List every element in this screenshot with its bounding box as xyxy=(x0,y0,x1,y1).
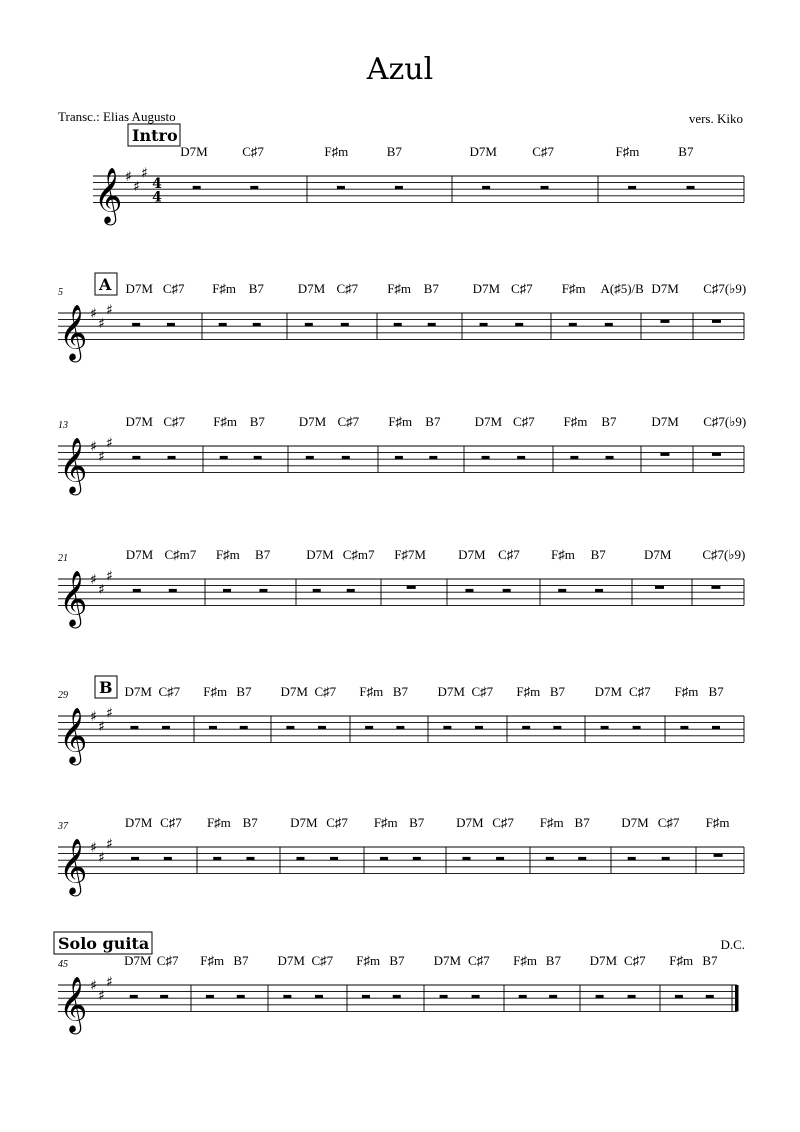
staff-system xyxy=(93,124,744,225)
chord-symbol: C♯7 xyxy=(162,281,185,296)
half-rest xyxy=(519,995,527,998)
chord-symbol: D7M xyxy=(124,953,152,968)
sharp-icon: ♯ xyxy=(90,572,97,588)
chord-symbol: D7M xyxy=(280,684,308,699)
half-rest xyxy=(305,323,313,326)
half-rest xyxy=(133,589,141,592)
treble-clef-icon: 𝄞 xyxy=(59,437,88,494)
sharp-icon: ♯ xyxy=(106,974,113,991)
whole-rest xyxy=(655,586,664,589)
sharp-icon: ♯ xyxy=(90,306,97,322)
rehearsal-mark-label: A xyxy=(99,275,112,294)
chord-symbol: D7M xyxy=(651,414,679,429)
chord-symbol: C♯7 xyxy=(158,684,181,699)
chord-symbol: C♯7 xyxy=(156,953,179,968)
chord-symbol: C♯7 xyxy=(512,414,535,429)
treble-clef-icon: 𝄞 xyxy=(59,570,88,627)
chord-symbol: C♯7 xyxy=(532,144,554,159)
chord-symbol: D7M xyxy=(589,953,618,968)
chord-symbol: C♯7 xyxy=(657,815,680,830)
half-rest xyxy=(440,995,448,998)
chord-symbol: C♯7 xyxy=(468,953,490,968)
chord-symbol: C♯7 xyxy=(498,547,520,562)
chord-symbol: D7M xyxy=(125,547,154,562)
chord-symbol: D7M xyxy=(180,144,208,159)
staff-system xyxy=(58,414,746,495)
chord-symbol: B7 xyxy=(545,953,561,968)
chord-symbol: F♯m xyxy=(388,414,413,429)
half-rest xyxy=(541,186,549,189)
chord-symbol: F♯m xyxy=(539,815,564,830)
chord-symbol: F♯m xyxy=(669,953,694,968)
half-rest xyxy=(601,726,609,729)
rehearsal-mark-label: B xyxy=(99,678,113,697)
half-rest xyxy=(570,456,578,459)
half-rest xyxy=(606,456,614,459)
sharp-icon: ♯ xyxy=(106,836,113,853)
half-rest xyxy=(628,186,636,189)
staff-system xyxy=(58,273,746,362)
chord-symbol: D7M xyxy=(297,281,326,296)
half-rest xyxy=(393,995,401,998)
rehearsal-mark-label: Intro xyxy=(132,126,178,145)
half-rest xyxy=(413,857,421,860)
chord-symbol: B7 xyxy=(423,281,439,296)
final-barline xyxy=(735,985,739,1011)
half-rest xyxy=(480,323,488,326)
chord-symbol: B7 xyxy=(392,684,409,699)
chord-symbol: F♯m xyxy=(513,953,537,968)
chord-symbol: C♯7 xyxy=(160,815,182,830)
chord-symbol: B7 xyxy=(425,414,441,429)
whole-rest xyxy=(712,453,721,456)
chord-symbol: D7M xyxy=(458,547,486,562)
chord-symbol: C♯7 xyxy=(242,144,264,159)
rehearsal-mark-label: Solo guita xyxy=(58,934,150,953)
half-rest xyxy=(380,857,388,860)
chord-symbol: D7M xyxy=(594,684,623,699)
chord-symbol: F♯m xyxy=(516,684,541,699)
sharp-icon: ♯ xyxy=(125,169,132,185)
half-rest xyxy=(394,323,402,326)
half-rest xyxy=(549,995,557,998)
sharp-icon: ♯ xyxy=(106,705,113,722)
chord-symbol: C♯7 xyxy=(337,414,360,429)
transcriber-credit: Transc.: Elias Augusto xyxy=(58,109,176,124)
chord-symbol: F♯m xyxy=(705,815,730,830)
half-rest xyxy=(286,726,294,729)
half-rest xyxy=(206,995,214,998)
half-rest xyxy=(341,323,349,326)
chord-symbol: F♯m xyxy=(203,684,228,699)
half-rest xyxy=(219,323,227,326)
half-rest xyxy=(578,857,586,860)
half-rest xyxy=(283,995,291,998)
chord-symbol: F♯m xyxy=(563,414,588,429)
half-rest xyxy=(443,726,451,729)
half-rest xyxy=(482,456,490,459)
chord-symbol: D7M xyxy=(125,414,154,429)
chord-symbol: C♯7(♭9) xyxy=(702,547,746,562)
chord-symbol: F♯m xyxy=(561,281,586,296)
time-signature-bottom: 4 xyxy=(152,189,162,206)
staff-system xyxy=(54,932,739,1034)
chord-symbol: D7M xyxy=(277,953,305,968)
half-rest xyxy=(553,726,561,729)
chord-symbol: D7M xyxy=(651,281,679,296)
half-rest xyxy=(131,857,139,860)
da-capo-text: D.C. xyxy=(720,937,745,952)
treble-clef-icon: 𝄞 xyxy=(59,707,88,764)
staff-system xyxy=(57,815,744,896)
half-rest xyxy=(515,323,523,326)
measure-number: 29 xyxy=(58,690,68,701)
half-rest xyxy=(162,726,170,729)
half-rest xyxy=(482,186,490,189)
half-rest xyxy=(712,726,720,729)
treble-clef-icon: 𝄞 xyxy=(59,304,88,361)
half-rest xyxy=(306,456,314,459)
half-rest xyxy=(546,857,554,860)
half-rest xyxy=(395,456,403,459)
half-rest xyxy=(429,456,437,459)
sharp-icon: ♯ xyxy=(90,840,97,856)
half-rest xyxy=(633,726,641,729)
chord-symbol: B7 xyxy=(242,815,258,830)
chord-symbol: F♯m xyxy=(213,414,238,429)
chord-symbol: F♯m xyxy=(387,281,412,296)
half-rest xyxy=(223,589,231,592)
half-rest xyxy=(253,323,261,326)
chord-symbol: D7M xyxy=(306,547,334,562)
time-signature-top: 4 xyxy=(152,176,162,193)
half-rest xyxy=(496,857,504,860)
half-rest xyxy=(193,186,201,189)
half-rest xyxy=(213,857,221,860)
half-rest xyxy=(517,456,525,459)
half-rest xyxy=(365,726,373,729)
half-rest xyxy=(428,323,436,326)
chord-symbol: A(♯5)/B xyxy=(600,281,644,296)
chord-symbol: C♯7 xyxy=(311,953,334,968)
half-rest xyxy=(330,857,338,860)
chord-symbol: C♯7 xyxy=(510,281,533,296)
chord-symbol: B7 xyxy=(678,144,694,159)
chord-symbol: B7 xyxy=(248,281,264,296)
half-rest xyxy=(706,995,714,998)
half-rest xyxy=(503,589,511,592)
treble-clef-icon: 𝄞 xyxy=(59,838,88,895)
sharp-icon: ♯ xyxy=(141,165,148,182)
measure-number: 37 xyxy=(58,821,68,832)
chord-symbol: C♯7 xyxy=(326,815,348,830)
half-rest xyxy=(315,995,323,998)
half-rest xyxy=(169,589,177,592)
half-rest xyxy=(628,995,636,998)
chord-symbol: F♯m xyxy=(551,547,575,562)
chord-symbol: B7 xyxy=(590,547,606,562)
half-rest xyxy=(250,186,258,189)
half-rest xyxy=(259,589,267,592)
half-rest xyxy=(167,323,175,326)
chord-symbol: C♯7 xyxy=(314,684,337,699)
chord-symbol: D7M xyxy=(125,281,153,296)
chord-symbol: F♯m xyxy=(215,547,240,562)
half-rest xyxy=(164,857,172,860)
chord-symbol: F♯m xyxy=(212,281,237,296)
chord-symbol: C♯7 xyxy=(624,953,646,968)
half-rest xyxy=(395,186,403,189)
half-rest xyxy=(130,995,138,998)
half-rest xyxy=(396,726,404,729)
half-rest xyxy=(522,726,530,729)
half-rest xyxy=(342,456,350,459)
whole-rest xyxy=(660,320,669,323)
half-rest xyxy=(595,589,603,592)
chord-symbol: D7M xyxy=(644,547,672,562)
sharp-icon: ♯ xyxy=(98,987,105,1004)
half-rest xyxy=(237,995,245,998)
measure-number: 21 xyxy=(58,553,68,564)
chord-symbol: D7M xyxy=(290,815,318,830)
chord-symbol: C♯7 xyxy=(471,684,494,699)
chord-symbol: C♯7(♭9) xyxy=(703,414,747,429)
half-rest xyxy=(596,995,604,998)
half-rest xyxy=(220,456,228,459)
staff-system xyxy=(58,676,744,765)
chord-symbol: C♯7(♭9) xyxy=(703,281,747,296)
half-rest xyxy=(318,726,326,729)
half-rest xyxy=(687,186,695,189)
half-rest xyxy=(132,323,140,326)
half-rest xyxy=(168,456,176,459)
chord-symbol: F♯7M xyxy=(394,547,426,562)
chord-symbol: F♯m xyxy=(356,953,381,968)
chord-symbol: D7M xyxy=(469,144,497,159)
chord-symbol: B7 xyxy=(708,684,724,699)
chord-symbol: D7M xyxy=(456,815,484,830)
half-rest xyxy=(130,726,138,729)
treble-clef-icon: 𝄞 xyxy=(94,167,123,224)
sharp-icon: ♯ xyxy=(90,439,97,455)
staff-system xyxy=(58,547,745,628)
chord-symbol: C♯7 xyxy=(629,684,651,699)
chord-symbol: F♯m xyxy=(615,144,640,159)
half-rest xyxy=(462,857,470,860)
sharp-icon: ♯ xyxy=(133,178,140,195)
half-rest xyxy=(475,726,483,729)
whole-rest xyxy=(407,586,416,589)
half-rest xyxy=(558,589,566,592)
chord-symbol: F♯m xyxy=(200,953,225,968)
sharp-icon: ♯ xyxy=(106,435,113,452)
chord-symbol: D7M xyxy=(124,684,152,699)
sharp-icon: ♯ xyxy=(106,568,113,585)
chord-symbol: C♯7 xyxy=(163,414,186,429)
half-rest xyxy=(472,995,480,998)
chord-symbol: B7 xyxy=(601,414,617,429)
treble-clef-icon: 𝄞 xyxy=(59,976,88,1033)
chord-symbol: B7 xyxy=(386,144,402,159)
half-rest xyxy=(313,589,321,592)
chord-symbol: F♯m xyxy=(359,684,384,699)
sharp-icon: ♯ xyxy=(98,718,105,735)
chord-symbol: C♯m7 xyxy=(342,547,375,562)
whole-rest xyxy=(714,854,723,857)
half-rest xyxy=(160,995,168,998)
chord-symbol: D7M xyxy=(124,815,153,830)
sharp-icon: ♯ xyxy=(90,709,97,725)
half-rest xyxy=(662,857,670,860)
half-rest xyxy=(362,995,370,998)
measure-number: 45 xyxy=(58,959,68,970)
half-rest xyxy=(569,323,577,326)
chord-symbol: B7 xyxy=(574,815,590,830)
half-rest xyxy=(465,589,473,592)
whole-rest xyxy=(660,453,669,456)
whole-rest xyxy=(712,320,721,323)
chord-symbol: D7M xyxy=(472,281,501,296)
half-rest xyxy=(132,456,140,459)
sharp-icon: ♯ xyxy=(98,581,105,598)
sharp-icon: ♯ xyxy=(90,978,97,994)
measure-number: 5 xyxy=(58,287,63,298)
half-rest xyxy=(254,456,262,459)
chord-symbol: B7 xyxy=(409,815,425,830)
chord-symbol: B7 xyxy=(702,953,718,968)
chord-symbol: C♯7 xyxy=(336,281,359,296)
score-systems xyxy=(54,124,746,1034)
half-rest xyxy=(240,726,248,729)
sharp-icon: ♯ xyxy=(98,849,105,866)
chord-symbol: F♯m xyxy=(324,144,349,159)
chord-symbol: B7 xyxy=(249,414,265,429)
chord-symbol: C♯m7 xyxy=(164,547,197,562)
half-rest xyxy=(628,857,636,860)
sharp-icon: ♯ xyxy=(98,315,105,332)
half-rest xyxy=(680,726,688,729)
half-rest xyxy=(337,186,345,189)
chord-symbol: B7 xyxy=(255,547,271,562)
chord-symbol: F♯m xyxy=(373,815,398,830)
sharp-icon: ♯ xyxy=(106,302,113,319)
measure-number: 13 xyxy=(58,420,68,431)
chord-symbol: B7 xyxy=(236,684,252,699)
score-title: Azul xyxy=(366,52,434,87)
half-rest xyxy=(675,995,683,998)
chord-symbol: D7M xyxy=(298,414,327,429)
half-rest xyxy=(209,726,217,729)
chord-symbol: D7M xyxy=(621,815,649,830)
chord-symbol: B7 xyxy=(389,953,405,968)
half-rest xyxy=(246,857,254,860)
version-credit: vers. Kiko xyxy=(688,111,743,126)
chord-symbol: D7M xyxy=(433,953,462,968)
chord-symbol: D7M xyxy=(474,414,503,429)
chord-symbol: F♯m xyxy=(674,684,699,699)
chord-symbol: D7M xyxy=(437,684,465,699)
half-rest xyxy=(296,857,304,860)
half-rest xyxy=(605,323,613,326)
sharp-icon: ♯ xyxy=(98,448,105,465)
half-rest xyxy=(347,589,355,592)
chord-symbol: C♯7 xyxy=(492,815,514,830)
chord-symbol: B7 xyxy=(233,953,249,968)
chord-symbol: B7 xyxy=(549,684,566,699)
whole-rest xyxy=(711,586,720,589)
chord-symbol: F♯m xyxy=(206,815,231,830)
